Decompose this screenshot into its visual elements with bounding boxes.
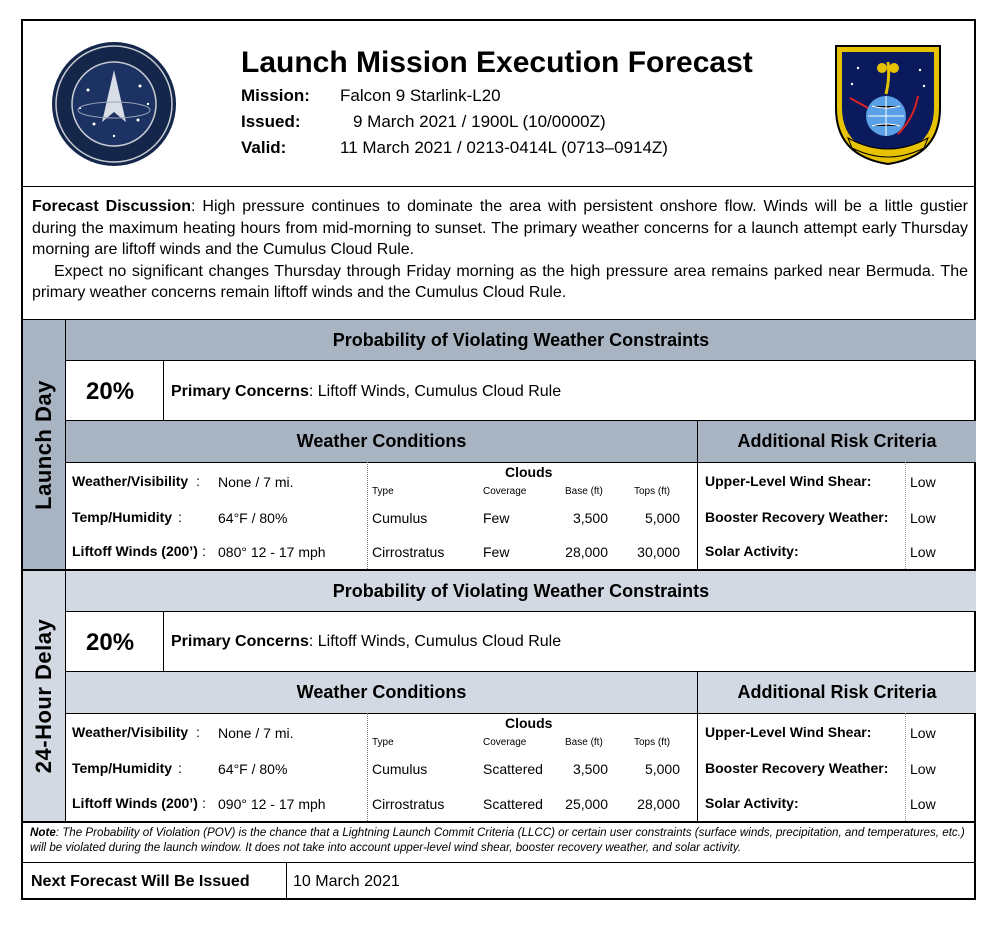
wx-vis-value: None / 7 mi. — [218, 725, 294, 741]
cloud-coverage: Few — [483, 544, 510, 560]
next-forecast-value: 10 March 2021 — [293, 873, 400, 890]
risk-label: Booster Recovery Weather: — [705, 509, 889, 525]
cloud-coverage: Scattered — [483, 761, 543, 777]
risk-label: Upper-Level Wind Shear: — [705, 724, 872, 740]
pov-header: Probability of Violating Weather Constraints — [66, 320, 976, 360]
divider — [367, 713, 368, 821]
risk-label: Solar Activity: — [705, 795, 799, 811]
divider — [286, 862, 287, 900]
risk-criteria-header: Additional Risk Criteria — [698, 421, 976, 462]
discussion-para1: : High pressure continues to dominate the area with persistent onshore flow. Winds will be a little gustier during the maximum heating hours from mid-morning to sunset. The primary weather concerns for a launch attempt early Thursday morning are liftoff winds and the Cumulus Cloud Rule. — [32, 198, 969, 258]
divider — [66, 462, 976, 463]
mission-value: Falcon 9 Starlink-L20 — [340, 86, 501, 105]
issued-label: Issued: — [241, 112, 301, 131]
divider — [66, 713, 976, 714]
delay-side-label: 24-Hour Delay — [23, 571, 65, 821]
risk-value: Low — [910, 474, 936, 490]
wx-vis-label: Weather/Visibility — [72, 473, 189, 489]
cloud-base: 25,000 — [565, 796, 608, 812]
cloud-coverage: Scattered — [483, 796, 543, 812]
divider — [905, 713, 906, 821]
cloud-coverage: Few — [483, 510, 510, 526]
wind-value: 080° 12 - 17 mph — [218, 544, 326, 560]
risk-value: Low — [910, 544, 936, 560]
risk-value: Low — [910, 761, 936, 777]
launch-day-side-label: Launch Day — [23, 320, 65, 569]
wind-label: Liftoff Winds (200’) — [72, 543, 198, 559]
cloud-tops: 28,000 — [637, 796, 680, 812]
valid-label: Valid: — [241, 138, 287, 157]
divider — [66, 360, 976, 361]
divider — [23, 186, 976, 187]
weather-conditions-header: Weather Conditions — [66, 421, 697, 462]
cloud-base: 3,500 — [572, 761, 608, 777]
weather-squadron-patch — [828, 38, 948, 168]
space-force-seal — [50, 40, 178, 168]
divider — [697, 672, 698, 821]
wind-label: Liftoff Winds (200’) — [72, 795, 198, 811]
cloud-col-tops: Tops (ft) — [634, 737, 671, 748]
wx-vis-value: None / 7 mi. — [218, 474, 294, 490]
temp-value: 64°F / 80% — [218, 510, 288, 526]
divider — [23, 821, 976, 823]
next-forecast-label: Next Forecast Will Be Issued — [31, 873, 250, 890]
primary-concerns: Primary Concerns: Liftoff Winds, Cumulus Cloud Rule — [171, 383, 562, 400]
cloud-type: Cirrostratus — [372, 796, 445, 812]
primary-concerns: Primary Concerns: Liftoff Winds, Cumulus Cloud Rule — [171, 633, 562, 650]
issued-value: 9 March 2021 / 1900L (10/0000Z) — [353, 112, 606, 131]
cloud-col-tops: Tops (ft) — [634, 486, 671, 497]
risk-value: Low — [910, 725, 936, 741]
divider — [367, 462, 368, 569]
cloud-col-coverage: Coverage — [483, 737, 527, 748]
clouds-title: Clouds — [505, 464, 553, 480]
risk-criteria-header: Additional Risk Criteria — [698, 672, 976, 713]
divider — [905, 462, 906, 569]
pov-note: Note: The Probability of Violation (POV) is the chance that a Lightning Launch Commit Criteria (LLCC) or certain user constraints (surface winds, precipitation, and temperatures, etc.) will be violated during the launch window. It does not take into account upper-level wind shear, booster recovery weather, and solar activity. — [30, 826, 965, 854]
divider — [163, 611, 164, 671]
cloud-tops: 30,000 — [637, 544, 680, 560]
cloud-tops: 5,000 — [644, 761, 680, 777]
mission-label: Mission: — [241, 86, 310, 105]
cloud-tops: 5,000 — [644, 510, 680, 526]
temp-label: Temp/Humidity — [72, 760, 173, 776]
temp-label: Temp/Humidity — [72, 509, 173, 525]
cloud-col-type: Type — [372, 737, 394, 748]
wx-vis-label: Weather/Visibility — [72, 724, 189, 740]
valid-value: 11 March 2021 / 0213-0414L (0713–0914Z) — [340, 138, 668, 157]
weather-conditions-header: Weather Conditions — [66, 672, 697, 713]
cloud-base: 3,500 — [572, 510, 608, 526]
cloud-col-base: Base (ft) — [565, 737, 603, 748]
page-title: Launch Mission Execution Forecast — [241, 46, 753, 79]
pov-header: Probability of Violating Weather Constraints — [66, 571, 976, 611]
cloud-base: 28,000 — [565, 544, 608, 560]
risk-label: Upper-Level Wind Shear: — [705, 473, 872, 489]
divider — [66, 611, 976, 612]
cloud-type: Cirrostratus — [372, 544, 445, 560]
risk-label: Booster Recovery Weather: — [705, 760, 889, 776]
discussion-para2: Expect no significant changes Thursday through Friday morning as the high pressure area remains parked near Bermuda. The primary weather concerns remain liftoff winds and the Cumulus Cloud Rule. — [32, 262, 968, 301]
divider — [23, 862, 976, 863]
clouds-title: Clouds — [505, 715, 553, 731]
cloud-type: Cumulus — [372, 510, 428, 526]
risk-value: Low — [910, 510, 936, 526]
divider — [163, 360, 164, 420]
risk-value: Low — [910, 796, 936, 812]
cloud-type: Cumulus — [372, 761, 428, 777]
pov-value: 20% — [86, 629, 135, 656]
divider — [697, 421, 698, 569]
cloud-col-coverage: Coverage — [483, 486, 527, 497]
risk-label: Solar Activity: — [705, 543, 799, 559]
pov-value: 20% — [86, 378, 135, 405]
forecast-discussion — [32, 196, 968, 304]
temp-value: 64°F / 80% — [218, 761, 288, 777]
discussion-label: Forecast Discussion — [32, 198, 191, 215]
cloud-col-type: Type — [372, 486, 394, 497]
wind-value: 090° 12 - 17 mph — [218, 796, 326, 812]
cloud-col-base: Base (ft) — [565, 486, 603, 497]
